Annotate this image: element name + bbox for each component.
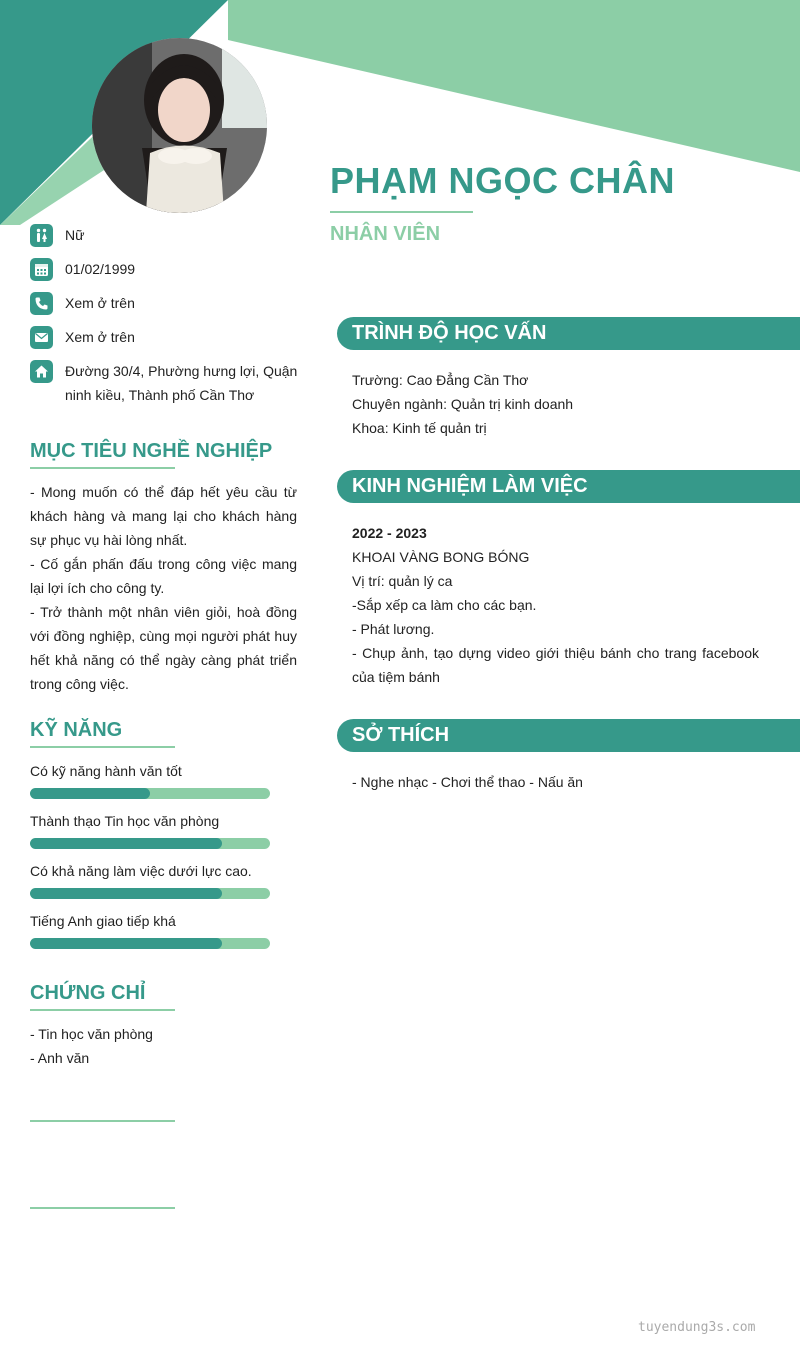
name-underline — [330, 211, 473, 213]
calendar-icon — [30, 258, 53, 281]
skill-label: Có kỹ năng hành văn tốt — [30, 763, 182, 779]
watermark: tuyendung3s.com — [638, 1320, 756, 1335]
education-line: Chuyên ngành: Quản trị kinh doanh — [352, 396, 574, 412]
hobbies-heading: SỞ THÍCH — [352, 724, 450, 746]
certificate-item: - Anh văn — [30, 1050, 90, 1066]
experience-company: KHOAI VÀNG BONG BÓNG — [352, 549, 530, 565]
education-line: Khoa: Kinh tế quản trị — [352, 420, 487, 436]
experience-heading: KINH NGHIỆM LÀM VIỆC — [352, 475, 588, 497]
skill-bar — [30, 938, 270, 949]
objective-rule — [30, 467, 175, 469]
skills-rule — [30, 746, 175, 748]
skill-level — [30, 788, 150, 799]
education-heading: TRÌNH ĐỘ HỌC VẤN — [352, 322, 547, 344]
experience-period: 2022 - 2023 — [352, 525, 427, 541]
experience-line: - Phát lương. — [352, 621, 435, 637]
objective-heading: MỤC TIÊU NGHỀ NGHIỆP — [30, 440, 273, 462]
certificates-rule — [30, 1009, 175, 1011]
contact-birthday — [30, 258, 135, 281]
education-banner — [337, 317, 800, 350]
experience-details — [352, 521, 759, 689]
education-details — [352, 368, 759, 440]
contact-gender — [30, 224, 84, 247]
contact-address-text: Đường 30/4, Phường hưng lợi, Quận ninh kiều, Thành phố Cần Thơ — [65, 363, 298, 403]
certificate-item: - Tin học văn phòng — [30, 1026, 153, 1042]
education-line: Trường: Cao Đẳng Cần Thơ — [352, 372, 529, 388]
skill-bar — [30, 788, 270, 799]
avatar — [92, 38, 267, 213]
experience-line: Vị trí: quản lý ca — [352, 573, 453, 589]
candidate-name: PHẠM NGỌC CHÂN — [330, 160, 675, 201]
skill-label: Tiếng Anh giao tiếp khá — [30, 913, 176, 929]
experience-line: - Chụp ảnh, tạo dựng video giới thiệu bánh cho trang facebook của tiệm bánh — [352, 645, 759, 685]
hobbies-banner — [337, 719, 800, 752]
contact-phone — [30, 292, 135, 315]
job-title: NHÂN VIÊN — [330, 223, 441, 245]
objective-line: - Trở thành một nhân viên giỏi, hoà đồng với đồng nghiệp, cùng mọi người phát huy hết khả năng có thể ngày càng phát triển trong công việc. — [30, 604, 297, 692]
skill-label: Có khả năng làm việc dưới lực cao. — [30, 863, 252, 879]
certificates-list — [30, 1022, 297, 1070]
empty-section-rule — [30, 1207, 175, 1209]
empty-section-rule — [30, 1120, 175, 1122]
hobbies-details — [352, 770, 759, 794]
contact-phone-text: Xem ở trên — [65, 295, 135, 311]
contact-address — [30, 360, 300, 407]
skill-label: Thành thạo Tin học văn phòng — [30, 813, 220, 829]
gender-icon — [30, 224, 53, 247]
avatar-photo — [92, 38, 267, 213]
email-icon — [30, 326, 53, 349]
contact-birthday-text: 01/02/1999 — [65, 261, 136, 277]
objective-line: - Cố gắn phấn đấu trong công việc mang lại lợi ích cho công ty. — [30, 556, 297, 596]
skill-level — [30, 938, 222, 949]
contact-email-text: Xem ở trên — [65, 329, 135, 345]
certificates-heading: CHỨNG CHỈ — [30, 982, 146, 1004]
contact-email — [30, 326, 135, 349]
objective-text — [30, 480, 297, 696]
contact-gender-text: Nữ — [65, 227, 85, 243]
experience-line: -Sắp xếp ca làm cho các bạn. — [352, 597, 537, 613]
objective-line: - Mong muốn có thể đáp hết yêu cầu từ khách hàng và mang lại cho khách hàng sự phục vụ hài lòng nhất. — [30, 484, 297, 548]
skill-bar — [30, 838, 270, 849]
hobbies-text: - Nghe nhạc - Chơi thể thao - Nấu ăn — [352, 774, 583, 790]
phone-icon — [30, 292, 53, 315]
skills-heading: KỸ NĂNG — [30, 719, 123, 741]
skill-level — [30, 888, 222, 899]
experience-banner — [337, 470, 800, 503]
home-icon — [30, 360, 53, 383]
skill-bar — [30, 888, 270, 899]
skill-level — [30, 838, 222, 849]
